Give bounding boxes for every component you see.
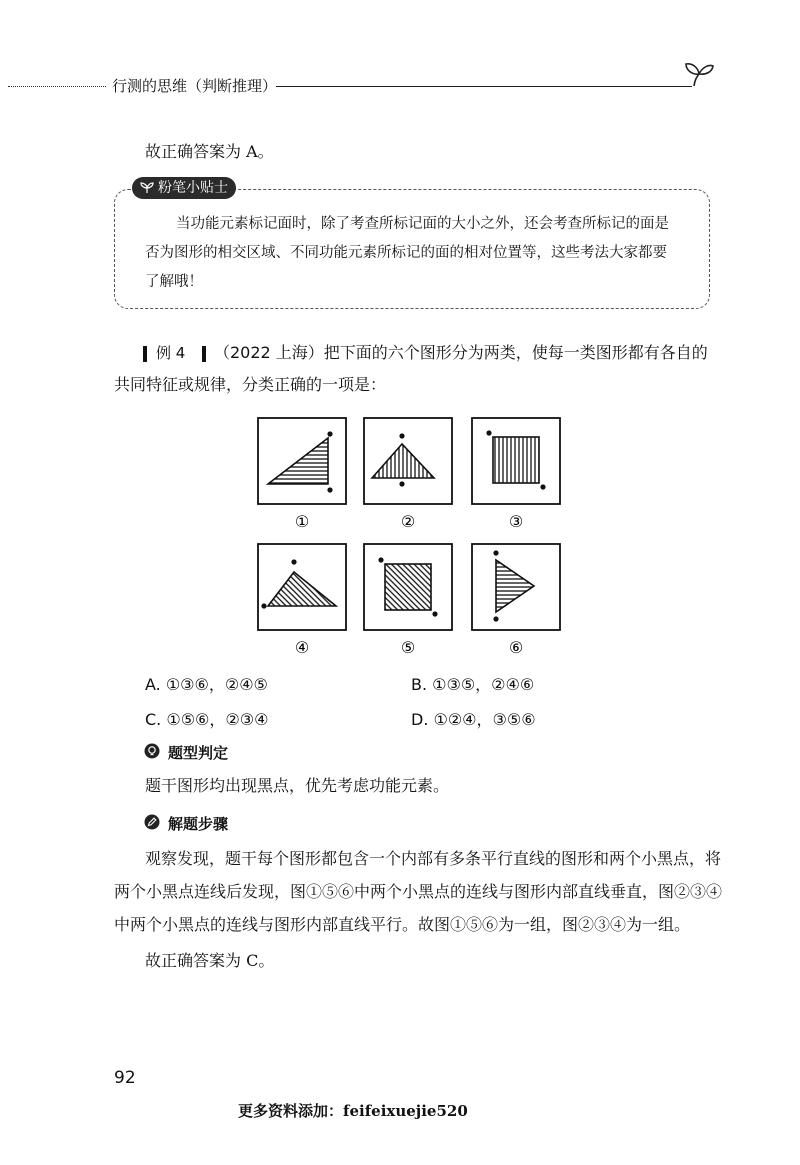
footer-note: 更多资料添加：feifeixuejie520 <box>238 1102 468 1120</box>
figure-label: ⑥ <box>508 638 524 657</box>
example-label: 例 4 <box>156 344 186 362</box>
tip-badge-label: 粉笔小贴士 <box>158 180 228 196</box>
figure-1 <box>258 418 346 504</box>
tip-line: 了解哦！ <box>145 274 203 290</box>
pencil-icon <box>144 814 160 830</box>
section-text: 观察发现，题干每个图形都包含一个内部有多条平行直线的图形和两个小黑点，将 <box>145 849 722 868</box>
option-a: A. ①③⑥，②④⑤ <box>145 675 268 694</box>
example-marker-right <box>202 346 206 362</box>
section-title: 题型判定 <box>168 744 229 762</box>
tip-line: 否为图形的相交区域、不同功能元素所标记的面的相对位置等，这些考法大家都要 <box>145 245 667 261</box>
header-dotted-rule <box>8 86 106 87</box>
figure-5 <box>364 544 452 630</box>
page-number: 92 <box>114 1068 136 1088</box>
question-line: （2022 上海）把下面的六个图形分为两类，使每一类图形都有各自的 <box>214 343 708 362</box>
section-title: 解题步骤 <box>168 815 229 833</box>
figure-label: ② <box>400 512 416 531</box>
sprout-icon <box>682 58 716 88</box>
section-text: 题干图形均出现黑点，优先考虑功能元素。 <box>145 776 450 795</box>
figure-2 <box>364 418 452 504</box>
header-title: 行测的思维（判断推理） <box>112 77 278 95</box>
section-text: 中两个小黑点的连线与图形内部直线平行。故图①⑤⑥为一组，图②③④为一组。 <box>114 915 691 934</box>
tip-badge <box>132 177 236 199</box>
header-rule <box>276 86 692 87</box>
tip-line: 当功能元素标记面时，除了考查所标记面的大小之外，还会考查所标记的面是 <box>176 216 669 232</box>
option-d: D. ①②④，③⑤⑥ <box>411 710 536 729</box>
bulb-icon <box>144 743 160 759</box>
example-marker-left <box>143 346 147 362</box>
figure-label: ⑤ <box>400 638 416 657</box>
figure-label: ④ <box>294 638 310 657</box>
figure-4 <box>258 544 346 630</box>
final-answer: 故正确答案为 C。 <box>145 951 275 970</box>
figure-label: ③ <box>508 512 524 531</box>
sprout-icon <box>140 182 154 194</box>
option-c: C. ①⑤⑥，②③④ <box>145 710 269 729</box>
question-line: 共同特征或规律，分类正确的一项是： <box>114 375 387 394</box>
figure-3 <box>472 418 560 504</box>
section-text: 两个小黑点连线后发现，图①⑤⑥中两个小黑点的连线与图形内部直线垂直，图②③④ <box>114 882 723 901</box>
figure-grid <box>250 410 570 660</box>
figure-label: ① <box>294 512 310 531</box>
previous-answer: 故正确答案为 A。 <box>145 142 274 161</box>
option-b: B. ①③⑤，②④⑥ <box>411 675 535 694</box>
figure-6 <box>472 544 560 630</box>
